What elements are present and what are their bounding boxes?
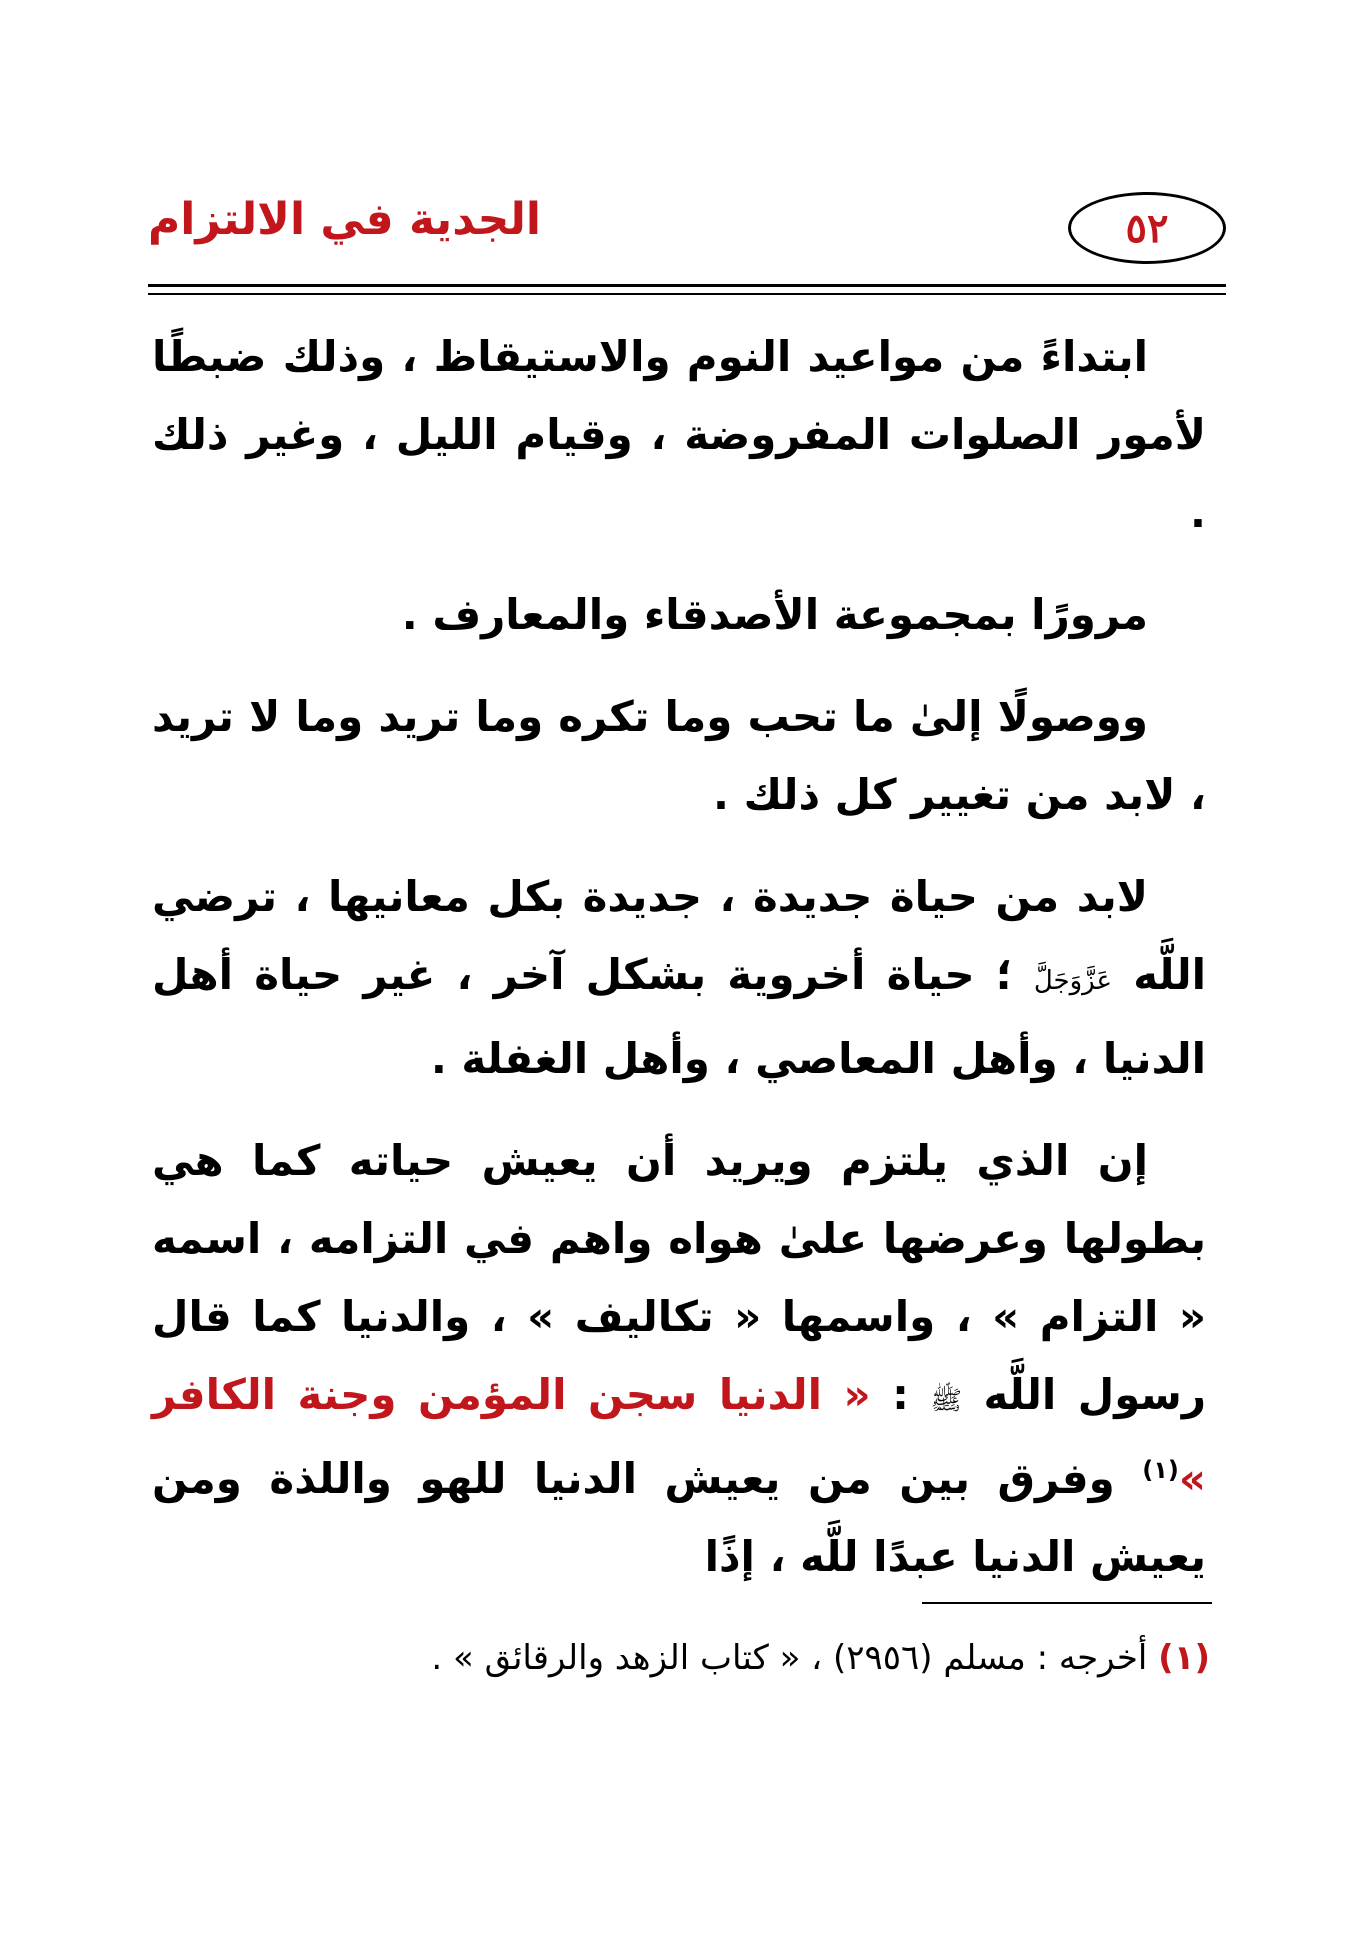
paragraph-line: إن الذي يلتزم ويريد أن يعيش حياته كما هي بطولها: [152, 1136, 1206, 1263]
footnote-number: (١): [1158, 1638, 1210, 1678]
body-text: [152, 318, 1206, 1596]
footnote-reference: (١): [1142, 1456, 1179, 1484]
paragraph-5: [152, 1122, 1206, 1596]
paragraph-line: ووصولًا إلىٰ ما تحب وما تكره وما تريد: [378, 692, 1149, 741]
header-rule-thin: [148, 293, 1226, 295]
paragraph-line: ؛ حياة أخروية بشكل آخر ، غير حياة أهل: [152, 950, 1013, 999]
paragraph-line: واسمها « تكاليف » ، والدنيا كما قال رسول اللَّه: [152, 1292, 1207, 1419]
honorific-salawat: ﷺ: [930, 1386, 962, 1416]
paragraph-4: [152, 858, 1206, 1098]
colon: :: [892, 1370, 909, 1419]
paragraph-line: اللَّه: [1133, 950, 1206, 999]
footnote-separator: [922, 1602, 1212, 1604]
paragraph-line: ابتداءً من مواعيد النوم والاستيقاظ ، وذلك ضبطًا: [152, 332, 1148, 381]
honorific-azza-wajal: عَزَّوَجَلَّ: [1033, 966, 1112, 996]
page-number: ٥٢: [1068, 192, 1226, 264]
running-title: الجدية في الالتزام: [148, 194, 541, 245]
paragraph-line: وعرضها علىٰ هواه واهم في التزامه ، اسمه « التزام » ،: [152, 1214, 1206, 1341]
header-rule-thick: [148, 284, 1226, 287]
paragraph-line: لابد من حياة جديدة ، جديدة بكل معانيها ، ترضي: [152, 872, 1148, 921]
footnote-1: [240, 1630, 1210, 1686]
paragraph-line: وفرق بين من: [807, 1454, 1115, 1503]
paragraph-3: [152, 678, 1206, 834]
paragraph-line: الدنيا ، وأهل المعاصي ، وأهل الغفلة .: [430, 1034, 1206, 1083]
paragraph-2: [152, 576, 1206, 654]
paragraph-line: وما لا تريد ، لابد من تغيير كل ذلك .: [152, 692, 1206, 819]
paragraph-line: يعيش الدنيا للهو واللذة ومن يعيش الدنيا عبدًا للَّه ، إذًا: [152, 1454, 1206, 1581]
hadith-quote: « الدنيا سجن المؤمن وجنة الكافر »: [152, 1370, 1206, 1503]
paragraph-1: [152, 318, 1206, 552]
paragraph-line: لأمور الصلوات المفروضة ، وقيام الليل ، وغير ذلك .: [152, 410, 1206, 537]
footnote-text: أخرجه : مسلم (٢٩٥٦) ، « كتاب الزهد والرقائق » .: [431, 1638, 1148, 1678]
paragraph-line: مرورًا بمجموعة الأصدقاء والمعارف .: [401, 590, 1148, 639]
page-header: [148, 188, 1226, 280]
